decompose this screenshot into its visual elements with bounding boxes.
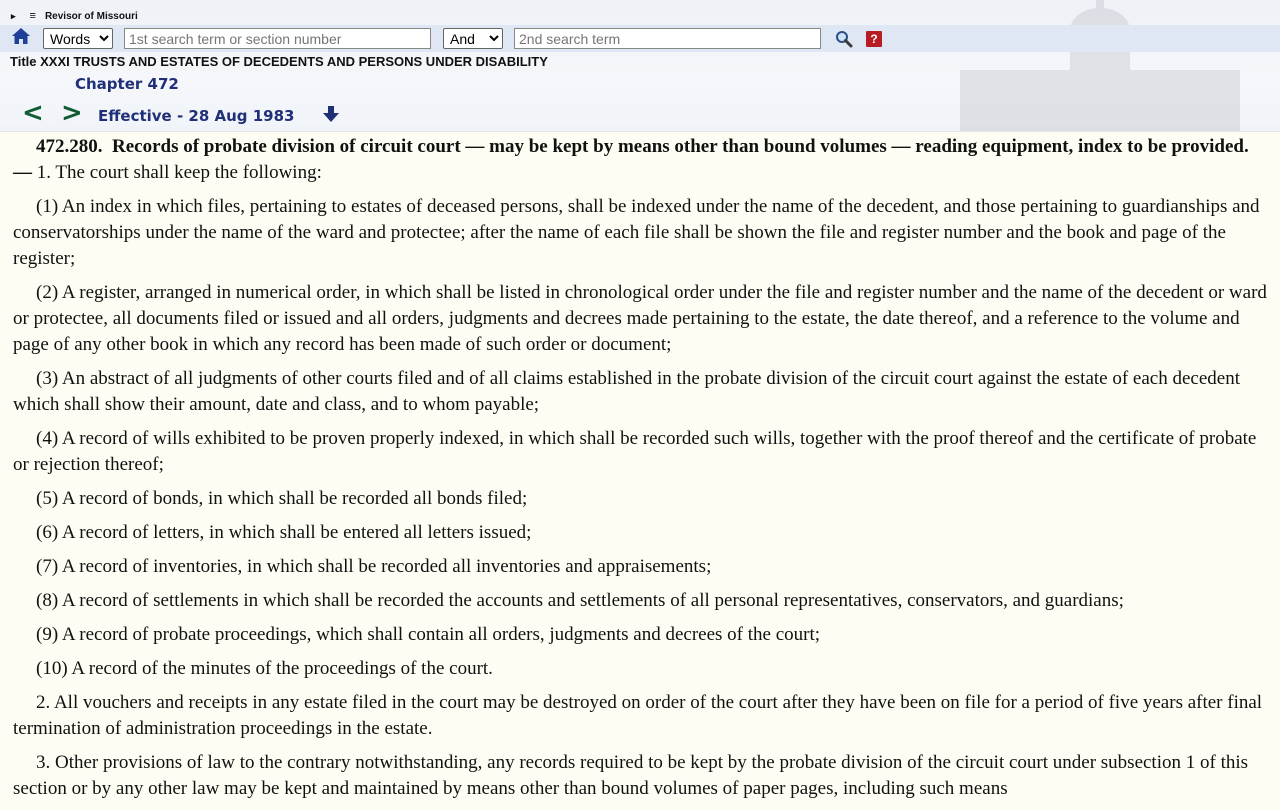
first-search-term-input[interactable] <box>124 28 431 49</box>
list-item: (9) A record of probate proceedings, which shall contain all orders, judgments and decrees of the court; <box>36 624 821 645</box>
search-icon[interactable] <box>835 30 853 48</box>
section-intro: 1. The court shall keep the following: <box>36 162 322 183</box>
list-item: (7) A record of inventories, in which shall be recorded all inventories and appraisements; <box>36 556 712 577</box>
site-name-link[interactable]: Revisor of Missouri <box>44 10 138 22</box>
list-item: (8) A record of settlements in which shall be recorded the accounts and settlements of all personal representatives, conservators, and guardians; <box>36 590 1124 611</box>
next-section-button[interactable]: > <box>61 98 83 128</box>
effective-date: Effective - 28 Aug 1983 <box>98 107 295 125</box>
list-item: (1) An index in which files, pertaining to estates of deceased persons, shall be indexed under the name of the decedent, and those pertaining to guardianships and conservatorships under the name of the ward and protectee; after the name of each file shall be shown the file and register number and the book and page of the register; <box>13 196 1260 269</box>
statute-text <box>0 132 1280 810</box>
expand-icon[interactable]: ▸ <box>11 10 16 21</box>
previous-section-button[interactable]: < <box>22 98 44 128</box>
list-item: (5) A record of bonds, in which shall be recorded all bonds filed; <box>36 488 528 509</box>
help-icon[interactable]: ? <box>866 31 882 47</box>
list-item: (4) A record of wills exhibited to be proven properly indexed, in which shall be recorded such wills, together with the proof thereof and the certificate of probate or rejection thereof; <box>13 428 1257 475</box>
search-mode-select[interactable] <box>43 28 113 49</box>
second-search-term-input[interactable] <box>514 28 821 49</box>
search-bar <box>0 25 1280 52</box>
list-item: (2) A register, arranged in numerical order, in which shall be listed in chronological order under the file and register number and the name of the decedent or ward or protectee, all documents filed or issued and all orders, judgments and decrees made pertaining to the estate, the date thereof, and a reference to the volume and page of any other book in which any record has been made of such order or document; <box>13 282 1267 355</box>
section-heading: Records of probate division of circuit court — may be kept by means other than bound volumes — reading equipment, index to be provided. — <box>13 136 1249 183</box>
section-heading-paragraph <box>0 134 1280 186</box>
home-icon[interactable] <box>11 26 31 46</box>
top-bar <box>0 6 1280 26</box>
title-breadcrumb[interactable]: Title XXXI TRUSTS AND ESTATES OF DECEDENTS AND PERSONS UNDER DISABILITY <box>10 54 548 69</box>
list-item: (6) A record of letters, in which shall be entered all letters issued; <box>36 522 532 543</box>
arrow-down-icon[interactable] <box>322 105 340 123</box>
menu-icon[interactable]: ≡ <box>29 10 36 22</box>
list-item: (3) An abstract of all judgments of other courts filed and of all claims established in the probate division of the circuit court against the estate of each decedent which shall show their amount, date and class, and to whom payable; <box>13 368 1240 415</box>
page-header <box>0 0 1280 132</box>
subsection-3: 3. Other provisions of law to the contrary notwithstanding, any records required to be kept by the probate division of the circuit court under subsection 1 of this section or by any other law may be kept and maintained by means other than bound volumes of paper pages, including such means <box>13 752 1249 799</box>
section-number: 472.280. <box>36 136 103 157</box>
list-item: (10) A record of the minutes of the proceedings of the court. <box>36 658 493 679</box>
chapter-breadcrumb[interactable]: Chapter 472 <box>75 75 179 93</box>
search-operator-select[interactable] <box>443 28 503 49</box>
subsection-2: 2. All vouchers and receipts in any estate filed in the court may be destroyed on order of the court after they have been on file for a period of five years after final termination of administration proceedings in the estate. <box>13 692 1263 739</box>
